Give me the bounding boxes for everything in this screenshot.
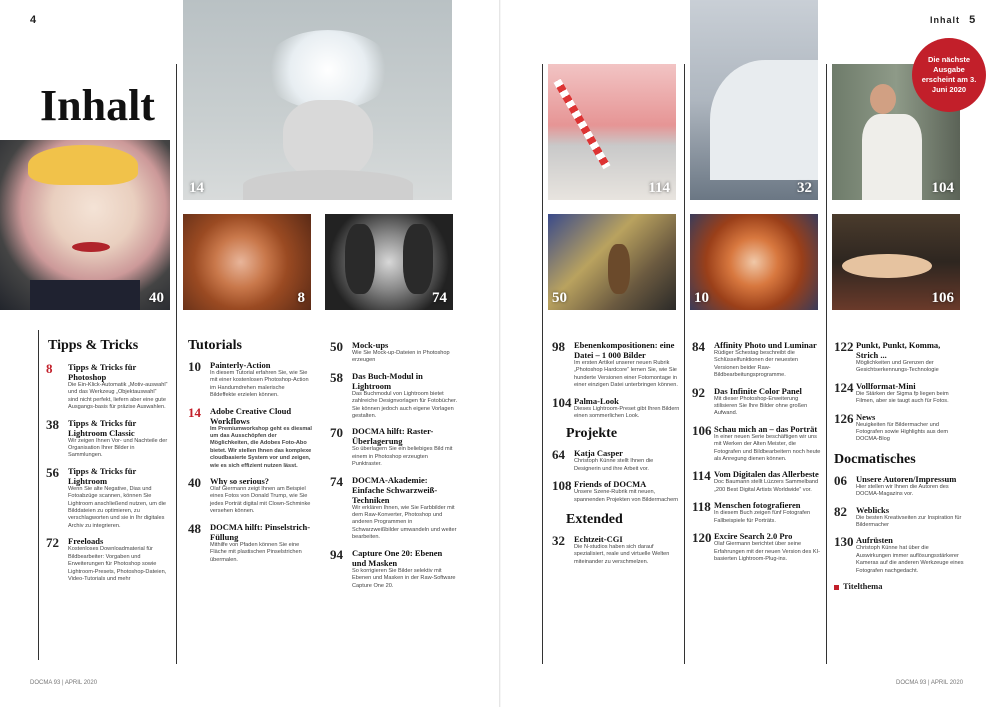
- toc-entry[interactable]: [552, 534, 680, 566]
- entry-desc: Hier stellen wir Ihnen die Autoren des DOCMA-Magazins vor.: [856, 483, 949, 498]
- entry-page: 104: [552, 394, 572, 410]
- entry-title: Capture One 20: Ebenen und Masken: [352, 547, 443, 568]
- toc-entry[interactable]: [46, 536, 168, 583]
- red-square-icon: [834, 585, 839, 590]
- image-red-hair: [183, 214, 311, 310]
- entry-desc: Die Stärken der Sigma fp liegen beim Filmen, aber sie taugt auch für Fotos.: [856, 390, 949, 405]
- right-page-number: 5: [969, 14, 976, 26]
- entry-desc: Möglichkeiten und Grenzen der Gesichtserkennungs-Technologie: [856, 360, 939, 374]
- image-page-tag: 8: [297, 290, 305, 306]
- entry-title: Palma-Look: [574, 395, 619, 406]
- toc-entry[interactable]: [834, 535, 964, 575]
- entry-page: 56: [46, 464, 59, 480]
- entry-desc: Die besten Kreativseiten zur Inspiration für Bildermacher: [856, 514, 962, 529]
- image-page-tag: 50: [552, 290, 567, 306]
- entry-page: 130: [834, 534, 854, 550]
- image-page-tag: 104: [931, 180, 954, 196]
- entry-title: Unsere Autoren/Impressum: [856, 473, 957, 484]
- entry-desc: Das Buchmodul von Lightroom bietet zahlreiche Designvorlagen für Fotobücher. Sie können jedoch auch eigene Vorlagen gestalten.: [352, 390, 458, 420]
- header-word: Inhalt: [930, 15, 960, 25]
- toc-entry[interactable]: [692, 500, 822, 525]
- entry-desc: In einer neuen Serie beschäftigen wir uns mit Werken der Alten Meister, die Fotografen und Bildbearbeitern noch heute als Anregung dienen können.: [714, 433, 821, 463]
- column-rule: [826, 64, 827, 664]
- section-title-tipps: Tipps & Tricks: [48, 338, 139, 353]
- entry-page: 70: [330, 425, 343, 441]
- entry-page: 8: [46, 361, 53, 376]
- column-rule: [684, 64, 685, 664]
- entry-desc: So korrigieren Sie Bilder selektiv mit Ebenen und Masken in der Raw-Software Capture One 20.: [352, 567, 456, 589]
- right-page: [500, 0, 1000, 707]
- entry-page: 92: [692, 384, 705, 400]
- titelthema-label: Titelthema: [843, 581, 883, 592]
- footer-right: DOCMA 93 | APRIL 2020: [896, 680, 964, 686]
- image-palma: [548, 214, 676, 310]
- entry-page: 120: [692, 530, 712, 546]
- toc-column-5: [692, 340, 822, 569]
- entry-title: Das Buch-Modul in Lightroom: [352, 370, 423, 391]
- entry-page: 106: [692, 422, 712, 438]
- toc-entry[interactable]: [552, 479, 680, 504]
- entry-page: 118: [692, 499, 711, 515]
- entry-page: 58: [330, 369, 343, 385]
- entry-title: Echtzeit-CGI: [574, 534, 623, 545]
- image-redhead-portrait: [690, 214, 818, 310]
- entry-page: 14: [188, 404, 201, 420]
- entry-title: Weblicks: [856, 504, 890, 515]
- column-rule: [38, 330, 39, 660]
- entry-title: Tipps & Tricks für Photoshop: [68, 362, 137, 382]
- toc-entry[interactable]: [188, 360, 312, 400]
- toc-entry[interactable]: [330, 548, 458, 590]
- toc-entry[interactable]: [834, 381, 964, 406]
- toc-entry[interactable]: [834, 505, 964, 530]
- section-title-tutorials: Tutorials: [188, 338, 242, 353]
- entry-title: Excire Search 2.0 Pro: [714, 531, 793, 542]
- entry-desc: Unsere Szene-Rubrik mit neuen, spannenden Projekten von Bildermachern: [574, 489, 679, 503]
- page-title: Inhalt: [40, 81, 155, 130]
- toc-entry[interactable]: [46, 418, 168, 460]
- entry-page: 64: [552, 447, 565, 463]
- image-venus-painting: [832, 214, 960, 310]
- toc-entry[interactable]: [46, 362, 168, 412]
- entry-title: Mock-ups: [352, 340, 389, 350]
- titelthema-legend: [834, 581, 964, 591]
- entry-title: Tipps & Tricks für Lightroom Classic: [68, 417, 137, 438]
- entry-title: Punkt, Punkt, Komma, Strich ...: [856, 340, 941, 360]
- entry-title: DOCMA hilft: Pinselstrich-Füllung: [210, 521, 311, 542]
- entry-title: Affinity Photo und Luminar: [714, 340, 817, 350]
- toc-entry[interactable]: [692, 469, 822, 494]
- toc-entry[interactable]: [692, 531, 822, 563]
- image-page-tag: 106: [931, 290, 954, 306]
- entry-desc: Im Premiumworkshop geht es diesmal um das Ausschöpfen der Möglichkeiten, die Adobes Foto-Abo bietet. Wir stellen Ihnen das komplexe cloudbasierte System vor und zeigen, wie es sich effizient nutzen lässt.: [210, 425, 312, 469]
- column-rule: [176, 64, 177, 664]
- entry-page: 50: [330, 339, 343, 354]
- entry-title: DOCMA-Akademie: Einfache Schwarzweiß-Techniken: [352, 474, 438, 505]
- toc-entry[interactable]: [834, 412, 964, 444]
- image-page-tag: 74: [432, 290, 447, 306]
- entry-title: Katja Casper: [574, 448, 623, 459]
- entry-page: 126: [834, 410, 854, 426]
- entry-page: 82: [834, 503, 847, 519]
- entry-title: News: [856, 411, 876, 422]
- footer-left: DOCMA 93 | APRIL 2020: [30, 680, 98, 686]
- image-page-tag: 32: [797, 180, 812, 196]
- entry-desc: So überlagern Sie ein beliebiges Bild mit einem in Photoshop erzeugten Punktraster.: [352, 446, 453, 468]
- entry-desc: In diesem Buch zeigen fünf Fotografen Fallbeispiele für Porträts.: [714, 510, 811, 524]
- entry-page: 38: [46, 416, 59, 432]
- toc-entry[interactable]: [692, 386, 822, 418]
- toc-column-2: [188, 360, 312, 570]
- entry-desc: In diesem Tutorial erfahren Sie, wie Sie mit einer kostenlosen Photoshop-Action im Handumdrehen malerische Bildeffekte erzielen können.: [210, 370, 309, 399]
- entry-page: 10: [188, 359, 201, 374]
- entry-desc: Christoph Künne stellt Ihnen die Designerin und ihre Arbeit vor.: [574, 458, 654, 472]
- entry-desc: Mit dieser Photoshop-Erweiterung stilisieren Sie Ihre Bilder ohne großen Aufwand.: [714, 395, 808, 417]
- entry-title: Tipps & Tricks für Lightroom: [68, 465, 137, 486]
- entry-title: Friends of DOCMA: [574, 479, 647, 490]
- toc-entry[interactable]: [552, 396, 680, 421]
- toc-entry[interactable]: [188, 522, 312, 564]
- entry-page: 32: [552, 533, 565, 549]
- entry-title: Vom Digitalen das Allerbeste: [714, 469, 819, 480]
- left-page-number: 4: [30, 14, 37, 26]
- entry-page: 72: [46, 535, 59, 551]
- image-turbine: [690, 0, 818, 200]
- entry-title: Schau mich an – das Porträt: [714, 423, 818, 434]
- entry-desc: Die N-studios haben sich darauf spezialisiert, reale und virtuelle Welten miteinander zu verschmelzen.: [574, 544, 670, 565]
- image-straw: [548, 64, 676, 200]
- entry-page: 94: [330, 546, 343, 562]
- image-cloud-woman: [183, 0, 452, 200]
- entry-desc: Doc Baumann stellt Lüzzers Sammelband „200 Best Digital Artists Worldwide“ vor.: [714, 479, 819, 493]
- entry-title: Adobe Creative Cloud Workflows: [210, 405, 292, 426]
- toc-entry[interactable]: [188, 406, 312, 470]
- image-dog: [325, 214, 453, 310]
- image-page-tag: 14: [189, 180, 204, 196]
- section-title-docmatisches: Docmatisches: [834, 451, 916, 467]
- toc-entry[interactable]: [552, 340, 680, 390]
- toc-entry[interactable]: [330, 340, 458, 365]
- toc-entry[interactable]: [330, 371, 458, 421]
- entry-desc: Dieses Lightroom-Preset gibt Ihren Bildern einen sommerlichen Look.: [574, 405, 680, 420]
- entry-title: Painterly-Action: [210, 360, 271, 370]
- entry-title: DOCMA hilft: Raster-Überlagerung: [352, 426, 434, 447]
- entry-desc: Wir zeigen Ihnen Vor- und Nachteile der Organisation Ihrer Bilder in Sammlungen.: [68, 437, 168, 459]
- entry-page: 40: [188, 475, 201, 491]
- next-issue-badge: Die nächste Ausgabe erscheint am 3. Juni 2020: [912, 38, 986, 112]
- entry-desc: Wir erklären Ihnen, wie Sie Farbbilder mit dem Raw-Konverter, Photoshop und anderen Programmen in Schwarzweißbilder umwandeln und weiter bearbeiten.: [352, 504, 457, 541]
- toc-entry[interactable]: [188, 476, 312, 516]
- entry-page: 122: [834, 339, 854, 354]
- image-page-tag: 40: [149, 290, 164, 306]
- entry-page: 06: [834, 472, 847, 488]
- column-rule: [542, 64, 543, 664]
- entry-title: Vollformat-Mini: [856, 380, 916, 391]
- entry-desc: Wie Sie Mock-up-Dateien in Photoshop erzeugen: [352, 350, 450, 364]
- section-title-extended: Extended: [566, 512, 623, 528]
- entry-desc: Olaf Giermann zeigt Ihnen am Beispiel eines Fotos von Donald Trump, wie Sie jedes Porträt digital mit Clown-Schminke versehen können.: [210, 486, 311, 515]
- entry-desc: Olaf Giermann berichtet über seine Erfahrungen mit der neuen Version des KI-basierten Lightroom-Plug-ins.: [714, 541, 821, 562]
- toc-column-6: [834, 340, 964, 591]
- toc-entry[interactable]: [330, 426, 458, 468]
- entry-title: Das Infinite Color Panel: [714, 385, 802, 396]
- entry-desc: Mithilfe von Pfaden können Sie eine Fläche mit plastischen Pinselstrichen übermalen.: [210, 541, 302, 563]
- image-trump-clown: [0, 140, 170, 310]
- entry-title: Ebenenkompositionen: eine Datei – 1 000 Bilder: [574, 340, 675, 360]
- toc-entry[interactable]: [46, 466, 168, 530]
- entry-page: 98: [552, 339, 565, 354]
- entry-desc: Die Ein-Klick-Automatik „Motiv-auswahl“ und das Werkzeug „Objektauswahl“ sind nicht perfekt, liefern aber eine gute Ausgangs-basis für präzise Auswahlen.: [68, 382, 168, 411]
- toc-entry[interactable]: [552, 448, 680, 473]
- entry-desc: Christoph Künne hat über die Auswirkungen immer auflösungsstärkerer Kameras auf die anderen Werkzeuge eines Fotografen nachgedacht.: [856, 545, 964, 574]
- entry-title: Why so serious?: [210, 476, 270, 487]
- section-title-projekte: Projekte: [566, 426, 618, 442]
- entry-desc: Rüdiger Schestag beschreibt die Schlüsselfunktionen der neuesten Versionen beider Raw-Bildbearbeitungsprogramme.: [714, 350, 798, 379]
- entry-desc: Im ersten Artikel unserer neuen Rubrik „Photoshop Hardcore“ lernen Sie, wie Sie hunderte Versionen einer Fotomontage in einer einzigen Datei unterbringen können.: [574, 360, 678, 389]
- entry-title: Menschen fotografieren: [714, 500, 801, 511]
- toc-entry[interactable]: [692, 424, 822, 464]
- entry-desc: Wenn Sie alte Negative, Dias und Fotoabzüge scannen, können Sie Lightroom anschließend nutzen, um die Bilddateien zu optimieren, zu verschlagworten und sie in Ihr digitales Archiv zu integrieren.: [68, 485, 166, 529]
- entry-page: 114: [692, 468, 711, 484]
- toc-column-3: [330, 340, 458, 596]
- entry-desc: Neuigkeiten für Bildermacher und Fotografen sowie Highlights aus dem DOCMA-Blog: [856, 421, 949, 443]
- toc-column-1: [46, 362, 168, 589]
- toc-entry[interactable]: [834, 340, 964, 375]
- toc-entry[interactable]: [834, 474, 964, 499]
- entry-page: 108: [552, 478, 572, 494]
- toc-entry[interactable]: [692, 340, 822, 380]
- entry-page: 48: [188, 520, 201, 536]
- right-page-header: [930, 14, 975, 26]
- entry-page: 74: [330, 473, 343, 489]
- entry-desc: Kostenloses Downloadmaterial für Bildbearbeiter: Vorgaben und Erweiterungen für Photoshop sowie Lightroom-Presets, Photoshop-Dateien, Video-Tutorials und mehr: [68, 546, 167, 582]
- entry-title: Aufrüsten: [856, 535, 893, 546]
- entry-page: 124: [834, 379, 854, 395]
- toc-entry[interactable]: [330, 475, 458, 542]
- entry-page: 84: [692, 339, 705, 354]
- toc-column-4: [552, 340, 680, 572]
- entry-title: Freeloads: [68, 536, 104, 547]
- image-page-tag: 114: [648, 180, 670, 196]
- image-page-tag: 10: [694, 290, 709, 306]
